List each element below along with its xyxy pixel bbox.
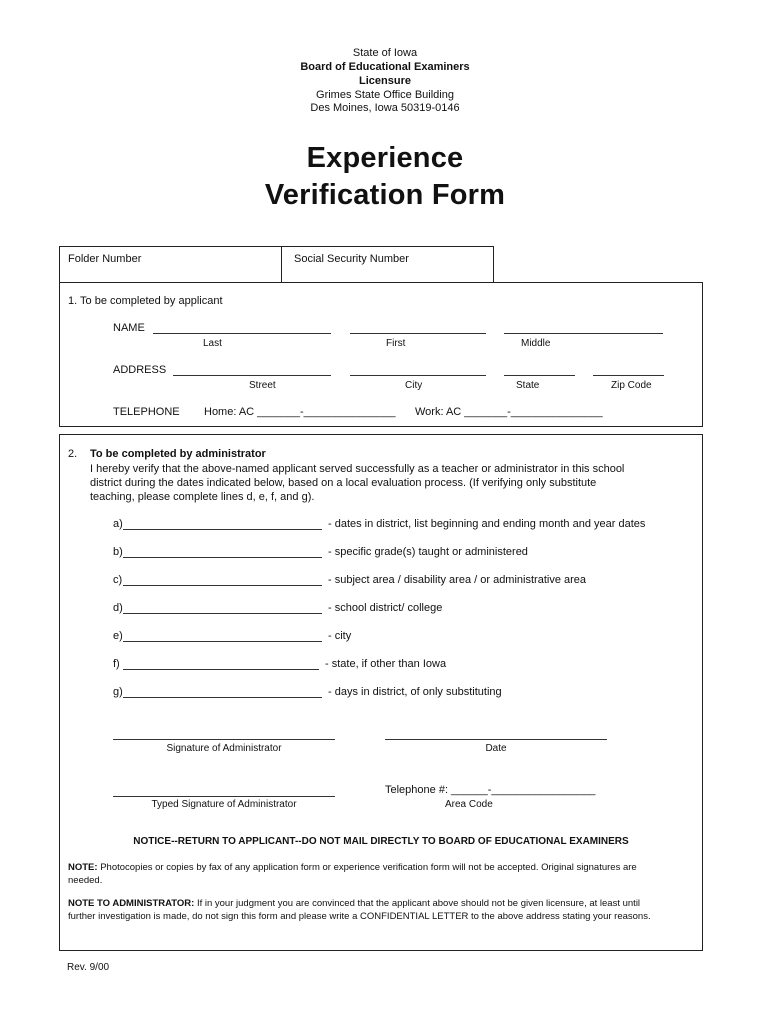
item-d-input[interactable] bbox=[123, 601, 322, 614]
date-caption: Date bbox=[485, 743, 507, 754]
note-text: Photocopies or copies by fax of any application form or experience verification form will not be accepted. Original signatures are bbox=[97, 862, 637, 873]
home-phone-field[interactable]: Home: AC _______-_______________ bbox=[204, 406, 396, 418]
note-text-2: needed. bbox=[68, 875, 103, 886]
city-caption: City bbox=[405, 380, 423, 391]
admin-telephone-field[interactable]: Telephone #: ______-_________________ bbox=[385, 784, 596, 796]
ssn-label: Social Security Number bbox=[294, 253, 409, 265]
last-name-input[interactable] bbox=[153, 321, 331, 334]
item-g-input[interactable] bbox=[123, 685, 322, 698]
street-caption: Street bbox=[249, 380, 276, 391]
item-f-letter: f) bbox=[113, 658, 120, 670]
note-admin-text: If in your judgment you are convinced that the applicant above should not be given licensure, at least until bbox=[194, 898, 641, 909]
city-input[interactable] bbox=[350, 363, 486, 376]
note-admin-text-2: further investigation is made, do not sign this form and please write a CONFIDENTIAL LETTER to the above address stating your reasons. bbox=[68, 911, 651, 922]
first-caption: First bbox=[386, 338, 406, 349]
item-d-desc: - school district/ college bbox=[328, 602, 443, 614]
notice-text: NOTICE--RETURN TO APPLICANT--DO NOT MAIL DIRECTLY TO BOARD OF EDUCATIONAL EXAMINERS bbox=[133, 836, 629, 847]
address-label: ADDRESS bbox=[113, 364, 167, 376]
section2-number: 2. bbox=[68, 448, 78, 460]
middle-caption: Middle bbox=[521, 338, 551, 349]
item-d-letter: d) bbox=[113, 602, 123, 614]
note-admin-label: NOTE TO ADMINISTRATOR: bbox=[68, 898, 195, 909]
revision-label: Rev. 9/00 bbox=[67, 962, 110, 973]
typed-signature-input[interactable] bbox=[113, 784, 335, 797]
header-licensure: Licensure bbox=[359, 75, 411, 87]
item-a-letter: a) bbox=[113, 518, 123, 530]
item-b-input[interactable] bbox=[123, 545, 322, 558]
telephone-label: TELEPHONE bbox=[113, 406, 180, 418]
item-c-desc: - subject area / disability area / or administrative area bbox=[328, 574, 587, 586]
note-label: NOTE: bbox=[68, 862, 98, 873]
header-building: Grimes State Office Building bbox=[316, 89, 454, 101]
note-admin-block bbox=[68, 897, 696, 923]
header-board: Board of Educational Examiners bbox=[300, 61, 470, 73]
header-state: State of Iowa bbox=[352, 47, 418, 59]
name-label: NAME bbox=[113, 322, 145, 334]
verification-paragraph bbox=[90, 462, 690, 504]
note-block bbox=[68, 861, 696, 887]
middle-name-input[interactable] bbox=[504, 321, 663, 334]
paragraph-line-2: district during the dates indicated below, based on a local evaluation process. (If verifying only substitute bbox=[90, 477, 597, 489]
item-g-desc: - days in district, of only substituting bbox=[328, 686, 502, 698]
header-city: Des Moines, Iowa 50319-0146 bbox=[310, 102, 460, 114]
folder-number-field[interactable] bbox=[59, 246, 282, 283]
zip-caption: Zip Code bbox=[611, 380, 652, 391]
area-code-caption: Area Code bbox=[445, 799, 493, 810]
item-e-desc: - city bbox=[328, 630, 352, 642]
item-f-input[interactable] bbox=[123, 657, 319, 670]
zip-input[interactable] bbox=[593, 363, 664, 376]
item-c-input[interactable] bbox=[123, 573, 322, 586]
item-e-input[interactable] bbox=[123, 629, 322, 642]
page-title-line1: Experience bbox=[306, 142, 464, 174]
first-name-input[interactable] bbox=[350, 321, 486, 334]
paragraph-line-3: teaching, please complete lines d, e, f, and g). bbox=[90, 491, 315, 503]
typed-signature-caption: Typed Signature of Administrator bbox=[151, 799, 297, 810]
folder-number-label: Folder Number bbox=[68, 253, 142, 265]
signature-caption: Signature of Administrator bbox=[166, 743, 282, 754]
section2-heading: To be completed by administrator bbox=[90, 448, 266, 460]
ssn-field[interactable] bbox=[281, 246, 494, 283]
state-caption: State bbox=[516, 380, 540, 391]
street-input[interactable] bbox=[173, 363, 331, 376]
item-a-input[interactable] bbox=[123, 517, 322, 530]
item-a-desc: - dates in district, list beginning and ending month and year dates bbox=[328, 518, 646, 530]
section-applicant bbox=[59, 282, 703, 427]
paragraph-line-1: I hereby verify that the above-named applicant served successfully as a teacher or administrator in this school bbox=[90, 463, 625, 475]
work-phone-field[interactable]: Work: AC _______-_______________ bbox=[415, 406, 603, 418]
section-administrator bbox=[59, 434, 703, 951]
date-input[interactable] bbox=[385, 727, 607, 740]
item-b-desc: - specific grade(s) taught or administered bbox=[328, 546, 528, 558]
admin-signature-input[interactable] bbox=[113, 727, 335, 740]
last-caption: Last bbox=[203, 338, 222, 349]
section1-heading: 1. To be completed by applicant bbox=[68, 295, 223, 307]
state-input[interactable] bbox=[504, 363, 575, 376]
item-c-letter: c) bbox=[113, 574, 123, 586]
item-e-letter: e) bbox=[113, 630, 123, 642]
item-b-letter: b) bbox=[113, 546, 123, 558]
item-f-desc: - state, if other than Iowa bbox=[325, 658, 447, 670]
item-g-letter: g) bbox=[113, 686, 123, 698]
page-title-line2: Verification Form bbox=[264, 179, 506, 211]
